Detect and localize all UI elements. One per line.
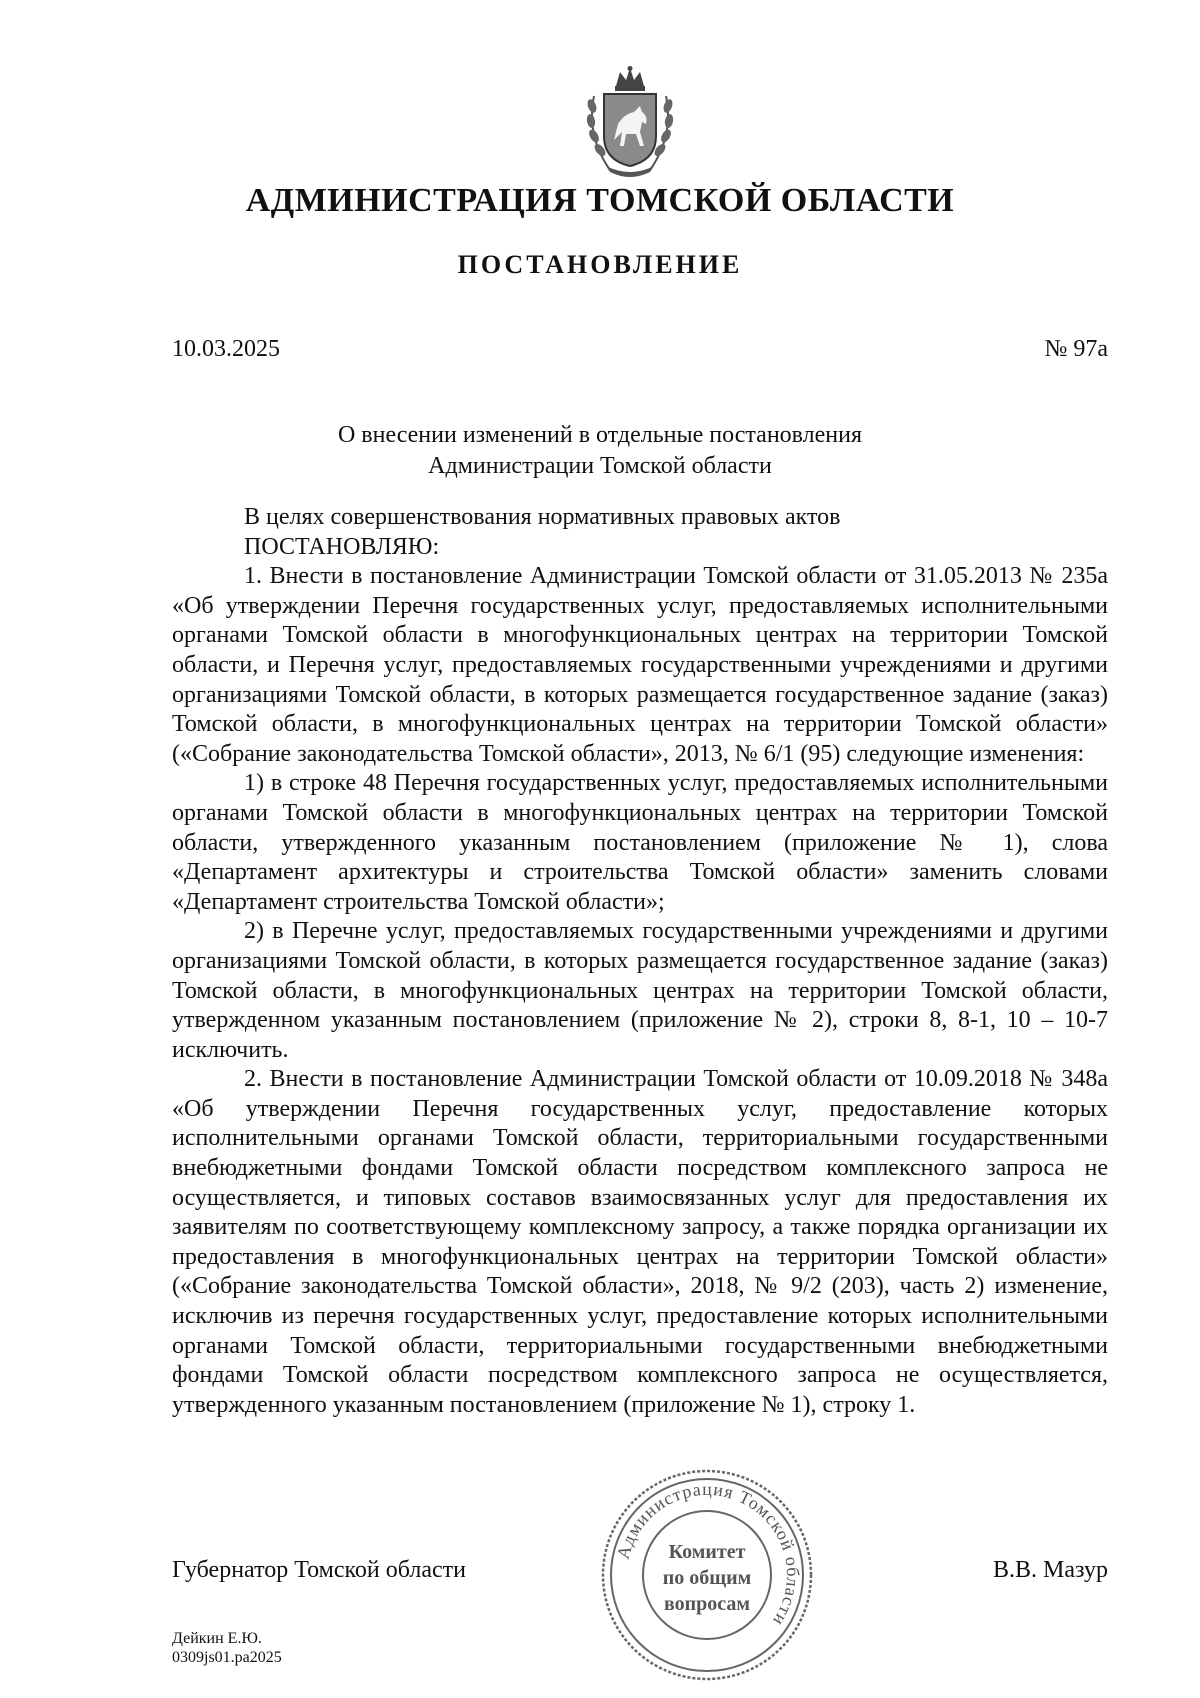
signatory-name: В.В. Мазур [993,1557,1108,1583]
organization-heading: АДМИНИСТРАЦИЯ ТОМСКОЙ ОБЛАСТИ [245,182,955,219]
stamp-ring-text: Администрация Томской области [612,1478,804,1631]
stamp-line-2: по общим [662,1567,752,1589]
document-title [250,420,950,482]
executor-code: 0309js01.pa2025 [172,1649,282,1666]
clause-2-paragraph: 2. Внести в постановление Администрации Томской области от 10.09.2018 № 348а «Об утверждении Перечня государственных услуг, предоставление которых исполнительными органами Томской области, территориальными государственными внебюджетными фондами Томской области посредством комплексного запроса не осуществляется, и типовых составов взаимосвязанных услуг для предоставления их заявителям по соответствующему комплексному запросу, а также порядка организации их предоставления в многофункциональных центрах на территории Томской области» («Собрание законодательства Томской области», 2018, № 9/2 (203), часть 2) изменение, исключив из перечня государственных услуг, предоставление которых исполнительными органами Томской области, территориальными государственными внебюджетными фондами Томской области посредством комплексного запроса не осуществляется, утвержденного указанным постановлением (приложение № 1), строку 1. [172,1066,1108,1418]
preamble-paragraph: В целях совершенствования нормативных правовых актов [244,504,841,530]
clause-1-2-paragraph: 2) в Перечне услуг, предоставляемых государственными учреждениями и другими организациями Томской области, в которых размещается государственное задание (заказ) Томской области, в многофункциональных центрах на территории Томской области, утвержденном указанным постановлением (приложение № 2), строки 8, 8-1, 10 – 10-7 исключить. [172,918,1108,1063]
document-date: 10.03.2025 [172,336,280,362]
executor-info [172,1629,282,1667]
document-number: № 97а [1044,336,1108,362]
clause-1-1-paragraph: 1) в строке 48 Перечня государственных услуг, предоставляемых исполнительными органами Томской области в многофункциональных центрах на территории Томской области, утвержденного указанным постановлением (приложение № 1), слова «Департамент архитектуры и строительства Томской области» заменить словами «Департамент строительства Томской области»; [172,770,1108,915]
decree-word: ПОСТАНОВЛЯЮ: [244,533,440,560]
document-body [172,503,1108,1420]
executor-name: Дейкин Е.Ю. [172,1630,262,1647]
document-type-heading: ПОСТАНОВЛЕНИЕ [457,250,743,279]
stamp-line-3: вопросам [663,1593,751,1615]
document-title-line-2: Администрации Томской области [428,453,772,479]
document-title-line-1: О внесении изменений в отдельные постановления [337,422,863,448]
coat-of-arms-icon [580,66,680,180]
signatory-position: Губернатор Томской области [172,1557,466,1583]
clause-1-paragraph: 1. Внести в постановление Администрации Томской области от 31.05.2013 № 235а «Об утверждении Перечня государственных услуг, предоставляемых исполнительными органами Томской области в многофункциональных центрах на территории Томской области, и Перечня услуг, предоставляемых государственными учреждениями и другими организациями Томской области, в которых размещается государственное задание (заказ) Томской области, в многофункциональных центрах на территории Томской области» («Собрание законодательства Томской области», 2013, № 6/1 (95) следующие изменения: [172,563,1108,767]
stamp-line-1: Комитет [668,1541,746,1563]
official-stamp [600,1468,814,1682]
